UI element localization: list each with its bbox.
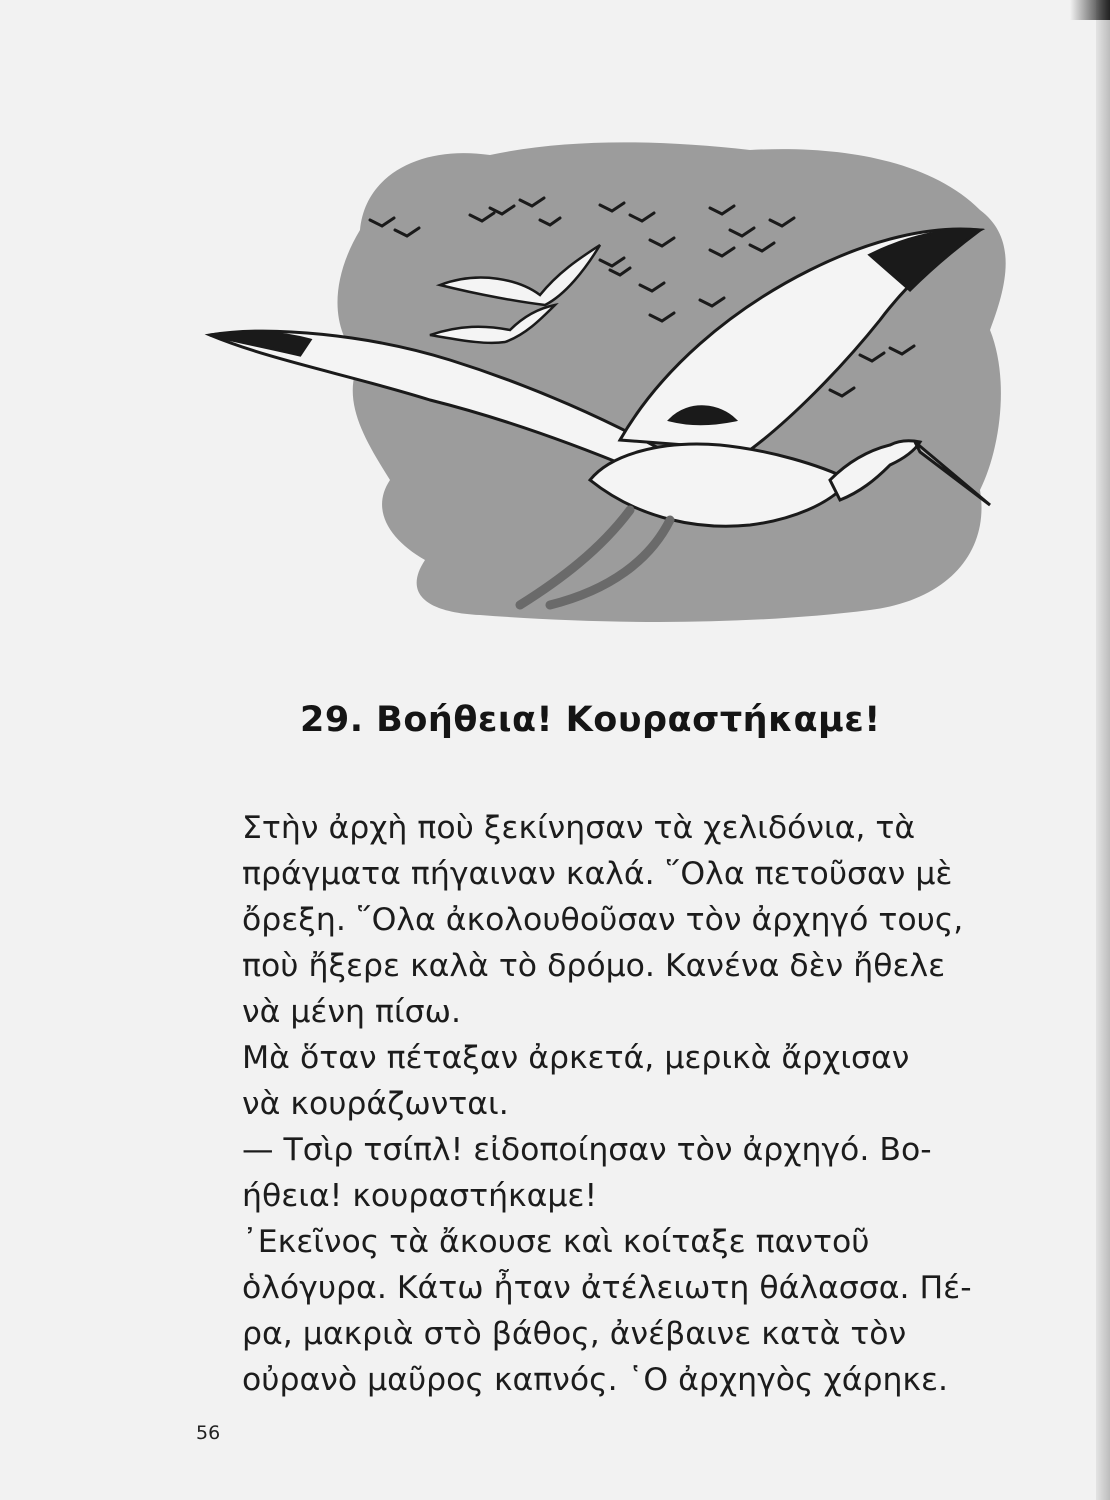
text-line: ποὺ ἤξερε καλὰ τὸ δρόμο. Κανένα δὲν ἤθελε (242, 948, 946, 984)
stork-with-swallows-flock-icon (190, 120, 1040, 640)
page-title: 29. Βοήθεια! Κουραστήκαμε! (300, 700, 881, 740)
text-line: ρα, μακριὰ στὸ βάθος, ἀνέβαινε κατὰ τὸν (242, 1316, 907, 1352)
text-line: ᾿Εκεῖνος τὰ ἄκουσε καὶ κοίταξε παντοῦ (242, 1224, 870, 1260)
text-line: ήθεια! κουραστήκαμε! (242, 1178, 598, 1214)
text-line: πράγματα πήγαιναν καλά. ῞Ολα πετοῦσαν μὲ (242, 856, 953, 892)
text-line: νὰ κουράζωνται. (242, 1086, 509, 1122)
text-line: Στὴν ἀρχὴ ποὺ ξεκίνησαν τὰ χελιδόνια, τὰ (242, 810, 916, 846)
text-line: νὰ μένη πίσω. (242, 994, 461, 1030)
text-line: — Τσὶρ τσίπλ! εἰδοποίησαν τὸν ἀρχηγό. Βο- (242, 1132, 932, 1168)
page-edge-shadow (1096, 0, 1110, 1500)
scan-corner (1070, 0, 1110, 20)
text-line: ὄρεξη. ῞Ολα ἀκολουθοῦσαν τὸν ἀρχηγό τους, (242, 902, 964, 938)
text-line: οὐρανὸ μαῦρος καπνός. ῾Ο ἀρχηγὸς χάρηκε. (242, 1362, 949, 1398)
text-line: Μὰ ὅταν πέταξαν ἀρκετά, μερικὰ ἄρχισαν (242, 1040, 910, 1076)
page-number: 56 (196, 1422, 221, 1444)
text-line: ὁλόγυρα. Κάτω ἦταν ἀτέλειωτη θάλασσα. Πέ- (242, 1270, 972, 1306)
